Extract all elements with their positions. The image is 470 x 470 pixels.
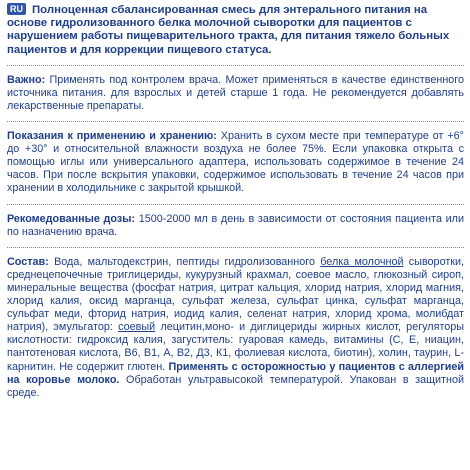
- composition-label: Состав:: [7, 255, 49, 268]
- divider: [7, 121, 464, 122]
- divider: [7, 204, 464, 205]
- composition-text-1: Вода, мальтодекстрин, пептиды гидролизованного: [54, 255, 315, 268]
- dose-text: 1500-2000 мл в день в зависимости от состояния пациента или по назначению врача.: [7, 212, 465, 238]
- composition-underlined-2: соевый: [118, 321, 156, 334]
- indications-text: Хранить в сухом месте при температуре от +6° до +30° и относительной влажности воздуха не более 75%. Если упаковка открыта с помощью иглы или универсального адаптера, использовать содержимое в течение 24 часов. При после вскрытия упаковки, содержимое использовать в течение 24 часов при хранении в холодильнике с закрытой крышкой.: [7, 130, 464, 195]
- language-badge: RU: [7, 3, 26, 15]
- composition-text-3: лецитин,моно- и диглицериды жирных кислот, регуляторы кислотности: гидроксид калия, загуститель: гуаровая камедь, витамины (С, Е, ниацин, пантотеновая кислота, В6, В1, А, В2, Д3, К1, фолиевая кислота, биотин), холин, таурин, L-карнитин. Не содержит глютен.: [7, 321, 465, 373]
- divider: [7, 65, 464, 66]
- composition-text-2: сыворотки, среднецепочечные триглицериды, кукурузный крахмал, соевое масло, глюкозный сироп, минеральные вещества (фосфат натрия, цитрат кальция, хлорид натрия, хлорид магния, хлорид калия, оксид марганца, сульфат железа, сульфат цинка, сульфат марганца, сульфат меди, фторид натрия, иодид калия, селенат натрия, хлорид хрома, молибдат натрия), эмульгатор:: [7, 255, 465, 334]
- composition-underlined-1: белка молочной: [320, 255, 404, 268]
- indications-section: [7, 130, 464, 195]
- important-text: Применять под контролем врача. Может применяться в качестве единственного источника питания. для взрослых и детей старше 1 года. Не рекомендуется добавлять лекарственные препараты.: [7, 73, 465, 112]
- dose-label: Рекомедованные дозы:: [7, 212, 136, 225]
- intro-paragraph: [7, 3, 464, 57]
- important-label: Важно:: [7, 73, 46, 86]
- divider: [7, 247, 464, 248]
- allergy-warning: Применять с осторожностью у пациентов с аллергией на коровье молоко.: [7, 360, 465, 386]
- composition-section: [7, 256, 464, 400]
- intro-text: Полноценная сбалансированная смесь для энтерального питания на основе гидролизованного белка молочной сыворотки для пациентов с нарушением работы пищеварительного тракта, для питания тяжело больных пациентов и для коррекции пищевого статуса.: [7, 4, 450, 56]
- important-section: [7, 74, 464, 113]
- dose-section: [7, 213, 464, 239]
- composition-text-4: Обработан ультравысокой температурой. Упакован в защитной среде.: [7, 373, 464, 399]
- indications-label: Показания к применению и хранению:: [7, 130, 217, 143]
